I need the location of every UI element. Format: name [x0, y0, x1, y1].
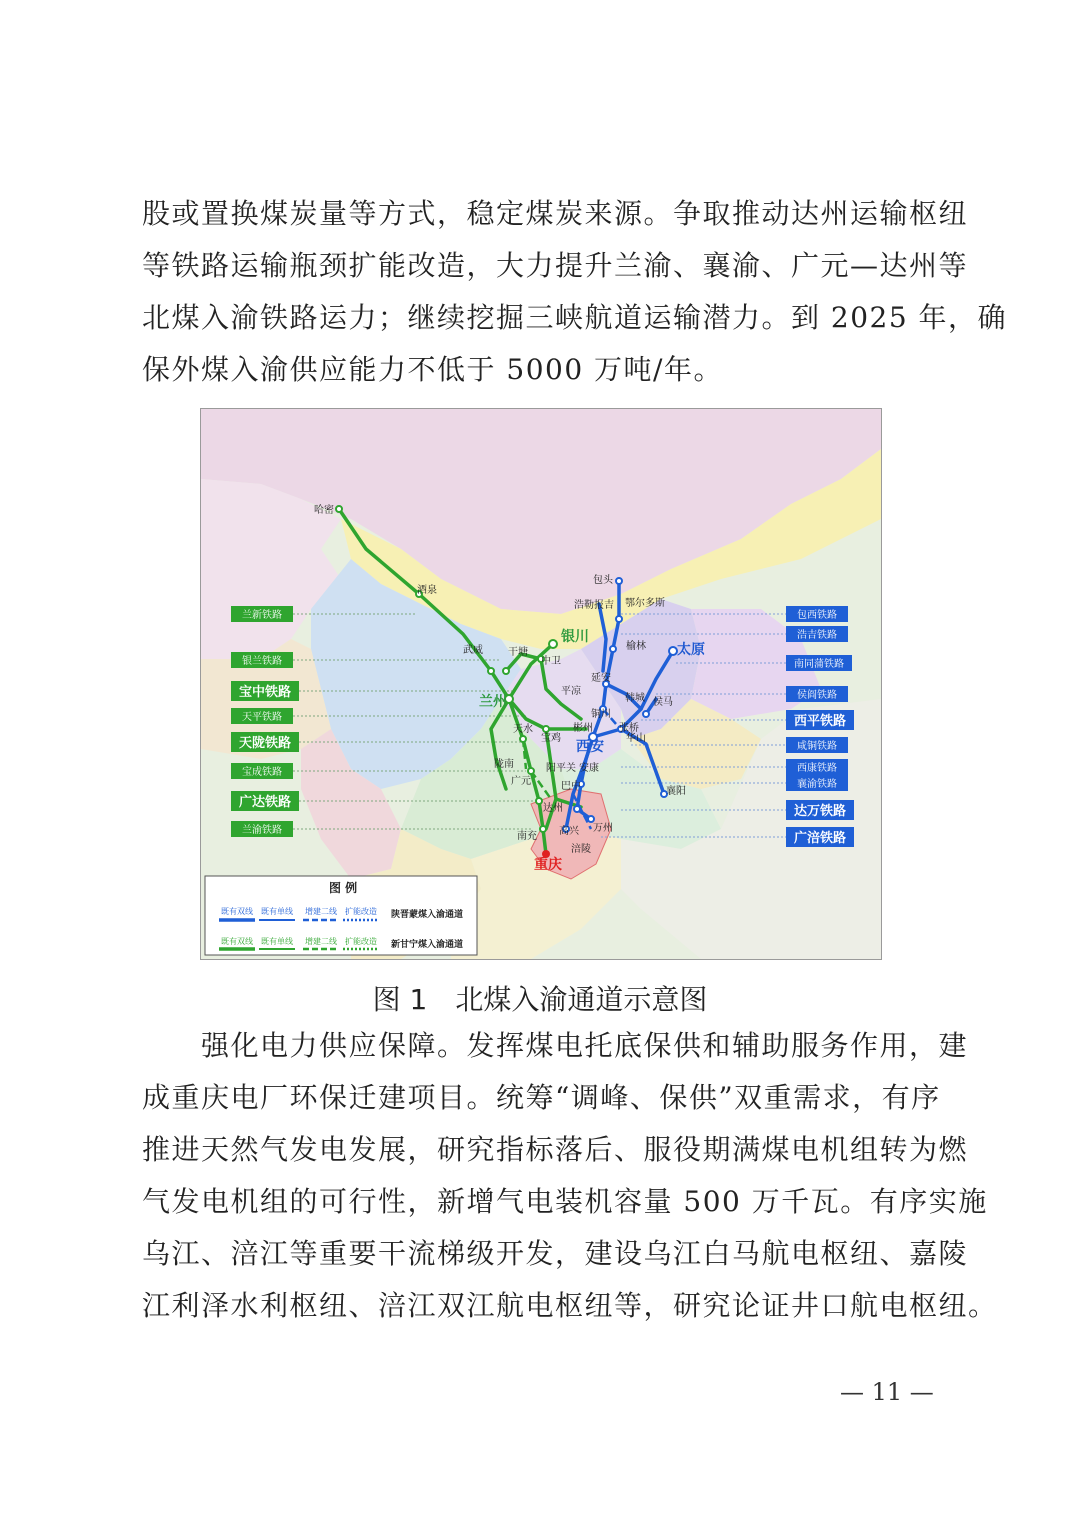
label-baozhong: 宝中铁路 — [238, 685, 292, 700]
city-haolebaoji: 浩勒报吉 — [574, 600, 614, 611]
city-dazhou: 达州 — [543, 803, 563, 814]
label-tianping: 天平铁路 — [242, 712, 282, 723]
city-guangyuan: 广元 — [511, 776, 531, 787]
city-baoji: 宝鸡 — [541, 733, 561, 744]
city-yangpingguan: 阳平关 — [546, 763, 576, 774]
legend-corridor-green: 新甘宁煤入渝通道 — [391, 940, 464, 950]
city-gantang: 干塘 — [508, 647, 528, 658]
city-xiangyang: 襄阳 — [666, 786, 686, 797]
city-tongchuan: 铜川 — [591, 709, 611, 720]
city-longnan: 陇南 — [494, 759, 514, 770]
label-xiangyu: 襄渝铁路 — [797, 779, 837, 790]
city-chongqing: 重庆 — [534, 857, 562, 873]
paragraph-coal-supply — [142, 188, 1008, 396]
city-ordos: 鄂尔多斯 — [625, 598, 665, 609]
label-yinlan: 银兰铁路 — [242, 656, 282, 667]
city-ankang: 安康 — [579, 763, 599, 774]
railway-corridor-map — [200, 408, 882, 960]
city-yanan: 延安 — [591, 673, 611, 684]
label-xiantong: 咸铜铁路 — [797, 741, 837, 752]
city-pingliang: 平凉 — [561, 686, 581, 697]
city-bazhong: 巴中 — [561, 781, 581, 792]
legend-corridor-blue: 陕晋蒙煤入渝通道 — [391, 910, 464, 920]
text-line: 推进天然气发电发展，研究指标落后、服役期满煤电机组转为燃 — [142, 1133, 969, 1166]
city-gaoxing: 高兴 — [559, 826, 579, 837]
text-line: 保外煤入渝供应能力不低于 5000 万吨/年。 — [142, 353, 723, 386]
label-dawan: 达万铁路 — [793, 804, 847, 819]
label-xiping: 西平铁路 — [793, 714, 847, 729]
legend-blue-style-4: 扩能改造 — [345, 907, 377, 916]
legend-blue-style-2: 既有单线 — [261, 907, 293, 916]
label-nantongpu: 南同蒲铁路 — [794, 659, 844, 670]
city-lanzhou: 兰州 — [479, 694, 507, 710]
map-legend — [205, 876, 477, 955]
city-hami: 哈密 — [314, 505, 334, 516]
label-baocheng: 宝成铁路 — [242, 767, 282, 778]
text-line: 江利泽水利枢纽、涪江双江航电枢纽等，研究论证井口航电枢纽。 — [142, 1289, 998, 1322]
text-line: 成重庆电厂环保迁建项目。统筹“调峰、保供”双重需求，有序 — [142, 1081, 941, 1114]
label-xikang: 西康铁路 — [797, 763, 837, 774]
legend-blue-style-1: 既有双线 — [221, 907, 253, 916]
label-lanxin: 兰新铁路 — [242, 610, 282, 621]
label-tianlong: 天陇铁路 — [238, 736, 292, 751]
city-jiuquan: 酒泉 — [417, 585, 437, 596]
city-fuling: 涪陵 — [571, 844, 591, 855]
city-nanchong: 南充 — [517, 831, 537, 842]
city-hancheng: 韩城 — [625, 693, 645, 704]
figure-caption: 图 1 北煤入渝通道示意图 — [372, 983, 708, 1016]
label-guangfu: 广涪铁路 — [793, 831, 847, 846]
city-binzhou: 彬州 — [573, 723, 593, 734]
legend-green-style-1: 既有双线 — [221, 937, 253, 946]
city-taiyuan: 太原 — [677, 642, 705, 658]
label-haoji: 浩吉铁路 — [797, 630, 837, 641]
paragraph-power-supply — [142, 1020, 998, 1332]
city-wuwei: 武威 — [463, 645, 483, 656]
city-wanzhou: 万州 — [593, 823, 613, 834]
city-huashan: 华山 — [626, 733, 646, 744]
label-guangda: 广达铁路 — [238, 795, 292, 810]
city-yinchuan: 银川 — [561, 629, 589, 645]
text-line: 乌江、涪江等重要干流梯级开发，建设乌江白马航电枢纽、嘉陵 — [142, 1237, 969, 1270]
city-zhangqiao: 张桥 — [619, 723, 639, 734]
text-line: 股或置换煤炭量等方式，稳定煤炭来源。争取推动达州运输枢纽 — [142, 197, 969, 230]
page-number: — 11 — — [840, 1378, 934, 1406]
legend-green-style-3: 增建二线 — [305, 937, 337, 946]
text-line: 气发电机组的可行性，新增气电装机容量 500 万千瓦。有序实施 — [142, 1185, 988, 1218]
city-xian: 西安 — [576, 739, 604, 755]
city-zhongwei: 中卫 — [541, 656, 561, 667]
text-line: 北煤入渝铁路运力；继续挖掘三峡航道运输潜力。到 2025 年，确 — [142, 301, 1008, 334]
label-houyan: 侯阎铁路 — [797, 690, 837, 701]
city-houma: 侯马 — [653, 697, 673, 708]
legend-green-style-4: 扩能改造 — [345, 937, 377, 946]
city-baotou: 包头 — [593, 575, 613, 586]
city-tianshui: 天水 — [513, 724, 533, 735]
city-yulin: 榆林 — [626, 641, 646, 652]
legend-green-style-2: 既有单线 — [261, 937, 293, 946]
label-lanyu: 兰渝铁路 — [242, 825, 282, 836]
text-line: 强化电力供应保障。发挥煤电托底保供和辅助服务作用，建 — [142, 1029, 969, 1062]
legend-title: 图 例 — [329, 881, 358, 895]
text-line: 等铁路运输瓶颈扩能改造，大力提升兰渝、襄渝、广元—达州等 — [142, 249, 969, 282]
legend-blue-style-3: 增建二线 — [305, 907, 337, 916]
label-baoxi: 包西铁路 — [797, 610, 837, 621]
